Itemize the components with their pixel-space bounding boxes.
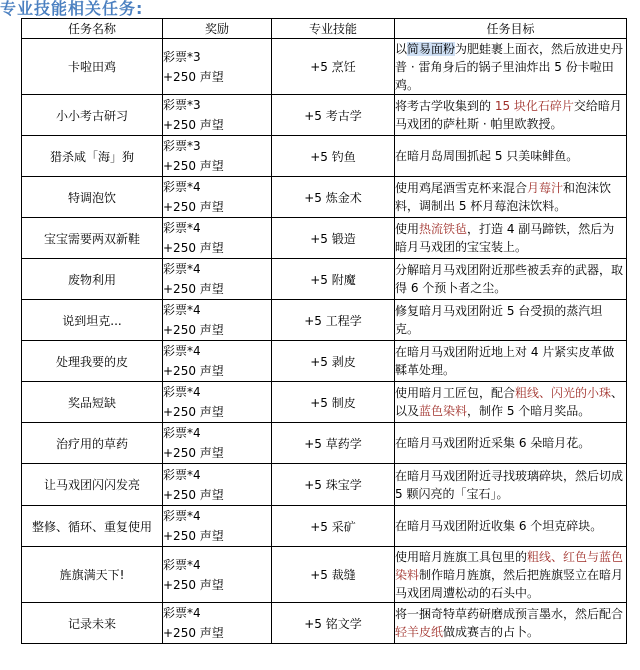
reward-reputation: +250 声望	[163, 364, 224, 378]
reward-cell	[163, 136, 272, 177]
goal-highlight: 轻羊皮纸	[395, 625, 444, 639]
goal-highlight: 月莓汁	[527, 181, 564, 195]
goal-text: 使用暗月旌旗工具包里的	[395, 549, 528, 564]
goal-cell	[395, 506, 627, 547]
table-row	[22, 259, 627, 300]
table-row	[22, 382, 627, 423]
goal-text: 在暗月岛周围抓起 5 只美味鲱鱼。	[395, 149, 579, 163]
goal-text: 为肥蛙裹上面衣，然后放进史丹普 · 雷角身后的锅子里油炸出 5 份卡啦田鸡。	[395, 41, 624, 92]
goal-text: 分解暗月马戏团附近那些被丢弃的武器，取得 6 个预卜者之尘。	[395, 263, 624, 295]
reward-cell	[163, 300, 272, 341]
task-name-cell: 小小考古研习	[22, 95, 163, 136]
skill-cell: +5 铭文学	[272, 603, 395, 644]
goal-text: 、以及	[395, 386, 624, 418]
reward-reputation: +250 声望	[163, 282, 224, 296]
goal-text: 在暗月马戏团附近采集 6 朵暗月花。	[395, 436, 591, 450]
reward-reputation: +250 声望	[163, 323, 224, 337]
reward-tickets: 彩票*4	[163, 509, 201, 523]
table-row	[22, 464, 627, 506]
reward-cell	[163, 218, 272, 259]
goal-text: 使用暗月工匠包，配合	[395, 386, 516, 400]
table-row	[22, 300, 627, 341]
goal-highlight: 简易面粉	[407, 41, 456, 56]
skill-cell: +5 炼金术	[272, 177, 395, 218]
table-row	[22, 603, 627, 644]
reward-reputation: +250 声望	[163, 69, 224, 84]
task-name-cell: 奖品短缺	[22, 382, 163, 423]
goal-text: 将考古学收集到的	[395, 99, 495, 113]
task-name-cell: 说到坦克...	[22, 300, 163, 341]
goal-highlight: 蓝色染料	[419, 404, 468, 418]
reward-reputation: +250 声望	[163, 577, 224, 592]
task-name-cell: 旌旗满天下!	[22, 547, 163, 603]
skill-cell: +5 草药学	[272, 423, 395, 464]
reward-reputation: +250 声望	[163, 626, 224, 640]
goal-cell	[395, 95, 627, 136]
table-row	[22, 136, 627, 177]
reward-cell	[163, 506, 272, 547]
table-row	[22, 218, 627, 259]
table-row	[22, 423, 627, 464]
reward-cell	[163, 177, 272, 218]
skill-cell: +5 制皮	[272, 382, 395, 423]
task-name-cell: 猎杀咸「海」狗	[22, 136, 163, 177]
reward-reputation: +250 声望	[163, 446, 224, 460]
goal-text: 使用	[395, 222, 420, 236]
goal-text: 将一捆奇特草药研磨成预言墨水，然后配合	[395, 607, 624, 621]
header-skill: 专业技能	[272, 19, 395, 39]
header-reward: 奖励	[163, 19, 272, 39]
goal-text: 在暗月马戏团附近收集 6 个坦克碎块。	[395, 519, 603, 533]
reward-tickets: 彩票*4	[163, 303, 201, 317]
goal-cell	[395, 547, 627, 603]
page-title: 专业技能相关任务:	[0, 0, 144, 18]
reward-reputation: +250 声望	[163, 405, 224, 419]
reward-reputation: +250 声望	[163, 200, 224, 214]
task-name-cell: 整修、循环、重复使用	[22, 506, 163, 547]
goal-cell	[395, 39, 627, 95]
reward-tickets: 彩票*4	[163, 606, 201, 620]
reward-cell	[163, 464, 272, 506]
goal-cell	[395, 259, 627, 300]
goal-cell	[395, 382, 627, 423]
goal-cell	[395, 218, 627, 259]
table-row	[22, 39, 627, 95]
task-name-cell: 卡啦田鸡	[22, 39, 163, 95]
goal-cell	[395, 603, 627, 644]
skill-cell: +5 钓鱼	[272, 136, 395, 177]
reward-tickets: 彩票*4	[163, 467, 201, 482]
reward-tickets: 彩票*4	[163, 426, 201, 440]
reward-reputation: +250 声望	[163, 487, 224, 502]
table-row	[22, 177, 627, 218]
task-table	[21, 18, 627, 644]
reward-tickets: 彩票*4	[163, 385, 201, 399]
goal-text: 做成赛吉的占卜。	[443, 625, 540, 639]
task-table-body	[22, 39, 627, 644]
skill-cell: +5 工程学	[272, 300, 395, 341]
skill-cell: +5 考古学	[272, 95, 395, 136]
reward-tickets: 彩票*3	[163, 139, 201, 153]
task-name-cell: 让马戏团闪闪发亮	[22, 464, 163, 506]
reward-tickets: 彩票*4	[163, 221, 201, 235]
goal-highlight: 粗线、闪光的小珠	[515, 386, 612, 400]
reward-tickets: 彩票*3	[163, 98, 201, 112]
goal-text: 交给暗月马戏团的萨杜斯 · 帕里欧教授。	[395, 99, 622, 131]
goal-text: 在暗月马戏团附近寻找玻璃碎块，然后切成 5 颗闪亮的「宝石」。	[395, 468, 624, 501]
goal-cell	[395, 341, 627, 382]
reward-cell	[163, 547, 272, 603]
goal-text: 在暗月马戏团附近地上对 4 片紧实皮革做鞣革处理。	[395, 345, 615, 377]
goal-highlight: 热流铁毡	[419, 222, 468, 236]
task-name-cell: 废物利用	[22, 259, 163, 300]
goal-text: ，制作 5 个暗月奖品。	[467, 404, 591, 418]
task-name-cell: 记录未来	[22, 603, 163, 644]
goal-cell	[395, 423, 627, 464]
reward-cell	[163, 341, 272, 382]
reward-cell	[163, 259, 272, 300]
table-row	[22, 506, 627, 547]
table-header-row	[22, 19, 627, 39]
reward-tickets: 彩票*3	[163, 49, 201, 64]
goal-highlight: 粗线、红色与蓝色染料	[395, 549, 624, 582]
reward-cell	[163, 423, 272, 464]
task-name-cell: 特调泡饮	[22, 177, 163, 218]
skill-cell: +5 锻造	[272, 218, 395, 259]
goal-text: 制作暗月旌旗，然后把旌旗竖立在暗月马戏团周遭松动的石头中。	[395, 567, 624, 600]
reward-cell	[163, 95, 272, 136]
skill-cell: +5 采矿	[272, 506, 395, 547]
goal-cell	[395, 464, 627, 506]
goal-cell	[395, 136, 627, 177]
task-name-cell: 治疗用的草药	[22, 423, 163, 464]
goal-highlight: 15 块化石碎片	[494, 99, 574, 113]
goal-text: 和泡沫饮料，调制出 5 杯月莓泡沫饮料。	[395, 181, 612, 213]
goal-text: 使用鸡尾酒雪克杯来混合	[395, 181, 528, 195]
task-name-cell: 处理我要的皮	[22, 341, 163, 382]
reward-tickets: 彩票*4	[163, 557, 201, 572]
reward-tickets: 彩票*4	[163, 262, 201, 276]
goal-cell	[395, 300, 627, 341]
reward-reputation: +250 声望	[163, 159, 224, 173]
goal-text: 修复暗月马戏团附近 5 台受损的蒸汽坦克。	[395, 304, 603, 336]
reward-reputation: +250 声望	[163, 118, 224, 132]
table-row	[22, 341, 627, 382]
goal-text: ，打造 4 副马蹄铁，然后为暗月马戏团的宝宝装上。	[395, 222, 615, 254]
task-name-cell: 宝宝需要两双新鞋	[22, 218, 163, 259]
reward-cell	[163, 39, 272, 95]
table-row	[22, 547, 627, 603]
goal-text: 以	[395, 41, 408, 56]
reward-reputation: +250 声望	[163, 529, 224, 543]
header-goal: 任务目标	[395, 19, 627, 39]
skill-cell: +5 烹饪	[272, 39, 395, 95]
reward-tickets: 彩票*4	[163, 344, 201, 358]
skill-cell: +5 附魔	[272, 259, 395, 300]
skill-cell: +5 珠宝学	[272, 464, 395, 506]
table-row	[22, 95, 627, 136]
header-task-name: 任务名称	[22, 19, 163, 39]
skill-cell: +5 裁缝	[272, 547, 395, 603]
skill-cell: +5 剥皮	[272, 341, 395, 382]
reward-tickets: 彩票*4	[163, 180, 201, 194]
reward-cell	[163, 382, 272, 423]
reward-reputation: +250 声望	[163, 241, 224, 255]
goal-cell	[395, 177, 627, 218]
reward-cell	[163, 603, 272, 644]
